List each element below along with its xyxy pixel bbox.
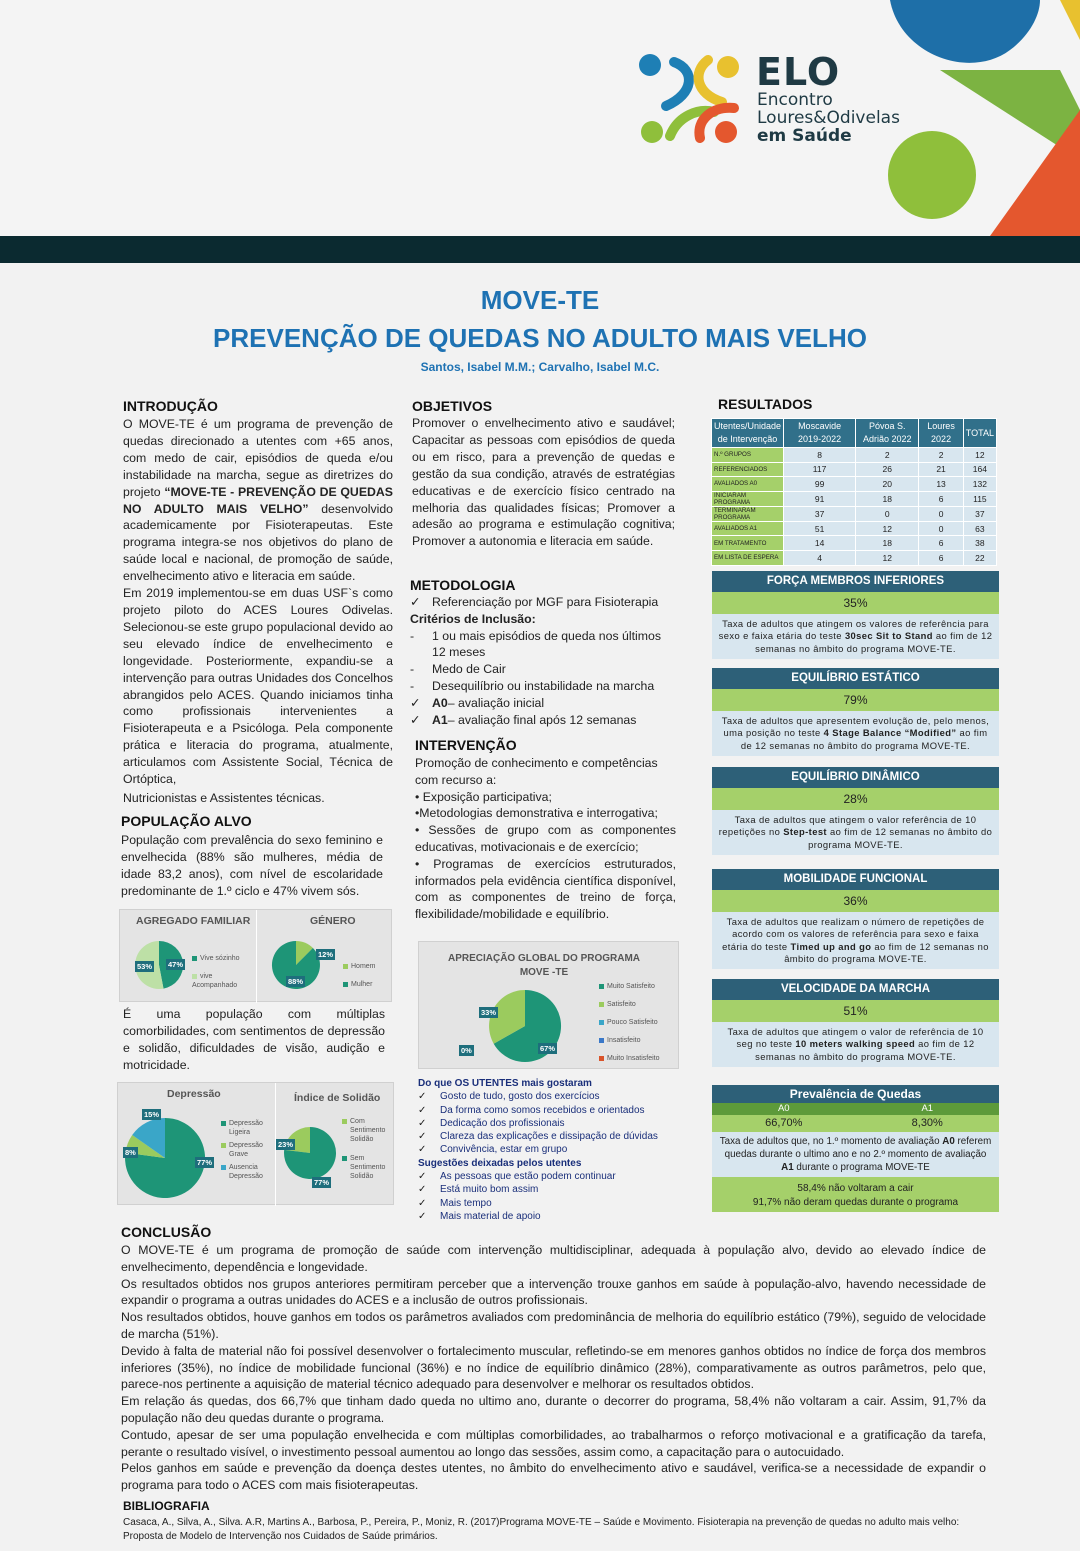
results-cell: 6 — [919, 550, 963, 565]
results-row-label: N.º GRUPOS — [712, 448, 784, 463]
label-genero-88: 88% — [288, 977, 304, 986]
suggestion-item: ✓ Está muito bom assim — [418, 1184, 539, 1196]
results-row — [712, 448, 997, 463]
quedas-b1: A0 — [942, 1136, 955, 1147]
logo-line2: Loures&Odivelas — [757, 108, 900, 128]
logo-line3: em Saúde — [757, 126, 852, 146]
quedas-summary-1: 58,4% não voltaram a cair — [797, 1183, 914, 1195]
conclusion-paragraph: Contudo, apesar de ser uma população envelhecida e com múltiplas comorbilidades, ao trabalharmos o reforço motivacional e a gratificação da tarefa, perante o resultado visível, o investimento pessoal aumentou ao longo das sessões, assim como, a capacitação para o autocuidado. — [121, 1427, 986, 1459]
legend-item-muito-satisfeito — [599, 978, 660, 996]
liked-item: ✓ Convivência, estar em grupo — [418, 1144, 568, 1156]
legend-label: Ausencia Depressão — [229, 1164, 263, 1180]
legend-item-sem-solidao — [342, 1154, 394, 1181]
liked-text: Dedicação dos profissionais — [440, 1117, 565, 1129]
kpi-desc-1: Taxa de adultos que atingem os valores de referência para sexo e faixa etária do teste — [718, 618, 989, 642]
kpi-desc-2: ao fim de 12 semanas no âmbito do programa MOVE-TE. — [755, 630, 993, 654]
legend-item-muito-insatisfeito — [599, 1050, 660, 1068]
results-cell: 13 — [919, 477, 963, 492]
liked-item: ✓ Da forma como somos recebidos e orientados — [418, 1104, 645, 1116]
legend-item-grave — [221, 1141, 281, 1159]
dash-icon: - — [410, 662, 415, 677]
results-row — [712, 550, 997, 565]
intro-heading: INTRODUÇÃO — [123, 398, 218, 414]
chart-solidao-title: Índice de Solidão — [294, 1092, 381, 1104]
results-cell: 18 — [856, 536, 919, 551]
quedas-a0-value: 66,70% — [765, 1117, 803, 1129]
kpi-value: 79% — [712, 689, 999, 711]
conclusion-paragraph: Nos resultados obtidos, houve ganhos em todos os parâmetros avaliados com predominância de melhoria do equilíbrio estático (79%), seguido de velocidade de marcha (51%). — [121, 1310, 986, 1341]
results-cell: 12 — [963, 448, 996, 463]
legend-label: Muito Satisfeito — [607, 983, 655, 990]
intervention-text — [415, 755, 676, 923]
kpi-test-name: 4 Stage Balance “Modified” — [823, 727, 957, 739]
legend-item-com-solidao — [342, 1117, 394, 1144]
intro-paragraph-3: Nutricionistas e Assistentes técnicas. — [123, 790, 325, 805]
suggestion-text: Está muito bom assim — [440, 1184, 539, 1196]
quedas-d3: durante o programa MOVE-TE — [793, 1161, 930, 1173]
bibliography-text: Casaca, A., Silva, A., Silva. A.R, Martins A., Barbosa, P., Pereira, P., Moniz, R. (2017)Programa MOVE-TE – Saúde e Movimento. Fisioterapia na prevenção de quedas no adulto mais velho: Proposta de Modelo de Intervenção nos Cuidados de Saúde primários. — [123, 1517, 960, 1542]
population-text: População com prevalência do sexo feminino e envelhecida (88% são mulheres, média de idade 83,2 anos), com nível de escolaridade predominante de 1.º ciclo e 47% vivem sós. — [121, 833, 383, 898]
utentes-suggestions-heading: Sugestões deixadas pelos utentes — [418, 1157, 582, 1169]
method-c2: Medo de Cair — [432, 662, 506, 677]
label-solidao-77: 77% — [314, 1178, 330, 1187]
method-c3: Desequilíbrio ou instabilidade na marcha — [432, 678, 655, 693]
liked-item: ✓ Clareza das explicações e dissipação de dúvidas — [418, 1131, 658, 1143]
results-col-header: Moscavide 2019-2022 — [784, 419, 856, 448]
legend-label: Sem Sentimento Solidão — [350, 1155, 386, 1180]
kpi-value: 28% — [712, 788, 999, 810]
conclusion-paragraph: Em relação ás quedas, dos 66,7% que tinham dado queda no ultimo ano, durante o decorrer do programa, 58,4% não voltaram a cair. Assim, 91,7% da população não deu quedas durante o programa. — [121, 1394, 986, 1425]
kpi-test-name: Timed up and go — [790, 940, 872, 952]
method-item-c1 — [410, 628, 680, 645]
kpi-value: 51% — [712, 1000, 999, 1022]
legend-item-ausencia — [221, 1163, 281, 1181]
chart-depressao-solidao — [117, 1082, 394, 1205]
results-table-body — [712, 448, 997, 566]
quedas-summary — [712, 1177, 999, 1212]
poster-title-line1: MOVE-TE — [480, 285, 600, 315]
legend-item-mulher — [343, 980, 376, 989]
population-heading: POPULAÇÃO ALVO — [121, 813, 252, 829]
method-ref: Referenciação por MGF para Fisioterapia — [432, 595, 659, 609]
legend-label: Muito Insatisfeito — [607, 1055, 660, 1062]
suggestion-text: Mais tempo — [440, 1197, 492, 1209]
results-row-label: AVALIADOS A0 — [712, 477, 784, 492]
kpi-title: FORÇA MEMBROS INFERIORES — [712, 571, 999, 592]
method-item-ref — [410, 594, 680, 611]
kpi-test-name: 30sec Sit to Stand — [844, 630, 933, 642]
quedas-a1-value: 8,30% — [911, 1117, 943, 1129]
chart-depressao-title: Depressão — [167, 1088, 221, 1100]
liked-item: ✓ Gosto de tudo, gosto dos exercícios — [418, 1091, 600, 1103]
methodology-list — [410, 594, 680, 728]
legend-item-vive-acompanhado — [192, 972, 252, 990]
quedas-description — [712, 1132, 999, 1177]
results-cell: 91 — [784, 491, 856, 506]
conclusion-paragraph: Pelos ganhos em saúde e prevenção da doença destes utentes, no âmbito do envelhecimento ativo e saudável, verifica-se a necessidade de expandir o programa para todo o ACES com mais fisioterapeutas. — [121, 1461, 986, 1493]
results-cell: 26 — [856, 462, 919, 477]
header-band — [0, 236, 1080, 263]
results-col-header: Utentes/Unidade de Intervenção — [712, 419, 784, 448]
legend-label: Mulher — [351, 981, 373, 988]
results-cell: 99 — [784, 477, 856, 492]
objectives-text: Promover o envelhecimento ativo e saudável; Capacitar as pessoas com episódios de queda ou em risco, para a prevenção de quedas e gestão da sua condição, através de estratégias educativas e de exercício físico centrado na melhoria das qualidades físicas; Promover a adesão ao programa e estimulação cognitiva; Promover a autonomia e literacia em saúde. — [412, 416, 675, 549]
kpi-desc-1: Taxa de adultos que realizam o número de repetições de acordo com os valores de referência para sexo e faixa etária do teste — [722, 916, 985, 952]
results-cell: 132 — [963, 477, 996, 492]
label-agregado-47: 47% — [168, 960, 184, 969]
quedas-b2: A1 — [781, 1161, 794, 1173]
conclusion-paragraph: O MOVE-TE é um programa de promoção de saúde com intervenção multidisciplinar, adequada à população alvo, devido ao elevado índice de envelhecimento, dependência e longevidade. — [121, 1243, 986, 1274]
population-text-2: É uma população com múltiplas comorbilidades, com sentimentos de depressão e solidão, dificuldades de visão, audição e motricidade. — [123, 1007, 385, 1072]
results-cell: 12 — [856, 521, 919, 536]
suggestion-item: ✓ Mais material de apoio — [418, 1210, 541, 1222]
chart-agregado-title: AGREGADO FAMILIAR — [136, 915, 251, 927]
kpi-panel — [712, 571, 999, 659]
method-c1b: 12 meses — [432, 645, 486, 660]
method-item-c2 — [410, 661, 680, 678]
quedas-panel — [712, 1085, 999, 1212]
results-row — [712, 491, 997, 506]
label-solidao-23: 23% — [278, 1140, 294, 1149]
method-a1t: – avaliação final após 12 semanas — [447, 712, 637, 727]
results-col-header: Loures 2022 — [919, 419, 963, 448]
conclusion-paragraph: Os resultados obtidos nos grupos anteriores permitiram perceber que a intervenção trouxe ganhos em saúde à população-alvo, havendo necessidade de expandir o programa a outras unidades do ACES e a inclusão de outros profissionais. — [121, 1276, 986, 1308]
label-apreciacao-33: 33% — [481, 1008, 497, 1017]
method-a1: A1 — [432, 712, 448, 727]
quedas-cols — [712, 1103, 999, 1115]
label-depressao-15: 15% — [144, 1110, 160, 1119]
results-row — [712, 506, 997, 521]
kpi-description — [712, 912, 999, 969]
legend-label: Com Sentimento Solidão — [350, 1118, 386, 1143]
kpi-panel — [712, 767, 999, 855]
utentes-feedback — [418, 1077, 688, 1223]
liked-text: Da forma como somos recebidos e orientados — [440, 1104, 645, 1116]
quedas-d2: referem quedas durante o ultimo ano e no 2.º momento de avaliação — [724, 1136, 992, 1160]
results-cell: 37 — [784, 506, 856, 521]
results-cell: 8 — [784, 448, 856, 463]
results-header-row — [712, 419, 997, 448]
dash-icon: - — [410, 628, 415, 643]
intro-paragraph-1 — [123, 416, 393, 585]
legend-label: Satisfeito — [607, 1001, 636, 1008]
legend-genero — [343, 962, 376, 989]
liked-text: Convivência, estar em grupo — [440, 1144, 568, 1156]
results-cell: 117 — [784, 462, 856, 477]
intervention-heading: INTERVENÇÃO — [415, 737, 517, 753]
bibliography-heading: BIBLIOGRAFIA — [123, 1499, 210, 1513]
check-icon: ✓ — [410, 712, 421, 727]
methodology-heading: METODOLOGIA — [410, 577, 516, 593]
quedas-a0-label: A0 — [777, 1103, 790, 1114]
quedas-d1: Taxa de adultos que, no 1.º momento de avaliação — [719, 1136, 943, 1147]
intervention-b2: •Metodologias demonstrativa e interrogativa; — [415, 806, 658, 821]
intro-p1c: desenvolvido academicamente por Fisioterapeutas. Este programa integra-se nos objetivos do plano de saúde local e nacional, de promoção de saúde, envelhecimento ativo e literacia em saúde. — [123, 501, 393, 584]
legend-apreciacao — [599, 978, 660, 1068]
method-crit-label: Critérios de Inclusão: — [410, 611, 536, 626]
chart-apreciacao — [418, 941, 679, 1069]
results-cell: 6 — [919, 491, 963, 506]
results-cell: 0 — [919, 506, 963, 521]
results-cell: 14 — [784, 536, 856, 551]
intervention-b4: • Programas de exercícios estruturados, informados pela evidência científica disponível, com as componentes de treino de força, flexibilidade/mobilidade e equilíbrio. — [415, 856, 676, 922]
method-a0: A0 — [432, 695, 448, 710]
legend-label: Depressão Ligeira — [229, 1120, 263, 1136]
label-apreciacao-0: 0% — [461, 1046, 472, 1055]
chart-genero-title: GÉNERO — [310, 915, 356, 927]
legend-item-ligeira — [221, 1119, 281, 1137]
results-cell: 63 — [963, 521, 996, 536]
kpi-description — [712, 614, 999, 659]
results-cell: 20 — [856, 477, 919, 492]
suggestion-item: ✓ As pessoas que estão podem continuar — [418, 1171, 616, 1183]
label-apreciacao-67: 67% — [540, 1044, 556, 1053]
quedas-title: Prevalência de Quedas — [712, 1085, 999, 1103]
results-row-label: INICIARAM PROGRAMA — [712, 491, 784, 506]
kpi-title: EQUILÍBRIO ESTÁTICO — [712, 668, 999, 689]
intervention-b1: • Exposição participativa; — [415, 789, 552, 804]
results-cell: 2 — [919, 448, 963, 463]
results-row-label: AVALIADOS A1 — [712, 521, 784, 536]
legend-agregado — [192, 954, 252, 990]
kpi-desc-2: ao fim de 12 semanas no âmbito do programa MOVE-TE. — [784, 940, 989, 964]
results-table — [711, 418, 997, 566]
legend-item-satisfeito — [599, 996, 660, 1014]
method-item-c1b — [410, 644, 680, 661]
results-row-label: EM LISTA DE ESPERA — [712, 550, 784, 565]
results-cell: 4 — [784, 550, 856, 565]
quedas-a1-label: A1 — [921, 1103, 934, 1114]
method-item-a0 — [410, 695, 680, 712]
results-cell: 51 — [784, 521, 856, 536]
poster-title-line2: PREVENÇÃO DE QUEDAS NO ADULTO MAIS VELHO — [213, 323, 867, 353]
kpi-desc-2: ao fim de 12 semanas no âmbito do programa MOVE-TE. — [740, 727, 988, 751]
kpi-panel — [712, 668, 999, 756]
method-crit — [410, 611, 680, 628]
conclusion-paragraph: Devido à falta de material não foi possível desenvolver o fortalecimento muscular, refletindo-se em menores ganhos obtidos no índice de força dos membros inferiores (35%), no índice de mobilidade funcional (36%) e no índice de equilíbrio dinâmico (28%), comparativamente as outros parâmetros, pelo que, parece-nos pertinente a aquisição de material técnico adequado para desenvolver e melhorar os resultados obtidos. — [121, 1343, 986, 1392]
kpi-test-name: 10 meters walking speed — [795, 1038, 916, 1050]
kpi-desc-1: Taxa de adultos que atingem o valor de referência de 10 seg no teste — [727, 1026, 984, 1050]
intro-p1a: O MOVE-TE é um programa de prevenção de quedas direcionado a utentes com +65 anos, com medo de cair, episódios de queda e/ou instabilidade na marcha, segue as diretrizes do projeto — [123, 417, 393, 499]
legend-label: Vive sózinho — [200, 955, 240, 962]
suggestion-text: As pessoas que estão podem continuar — [440, 1171, 616, 1183]
results-cell: 115 — [963, 491, 996, 506]
intervention-intro: Promoção de conhecimento e competências com recurso a: — [415, 756, 658, 787]
kpi-panel — [712, 979, 999, 1067]
liked-item: ✓ Dedicação dos profissionais — [418, 1117, 565, 1129]
legend-item-vive-sozinho — [192, 954, 252, 963]
legend-item-insatisfeito — [599, 1032, 660, 1050]
kpi-desc-1: Taxa de adultos que apresentem evolução de, pelo menos, uma posição no teste — [721, 715, 990, 739]
legend-depressao — [221, 1119, 281, 1181]
method-a0t: – avaliação inicial — [447, 695, 545, 710]
kpi-title: EQUILÍBRIO DINÂMICO — [712, 767, 999, 788]
kpi-value: 35% — [712, 592, 999, 614]
label-agregado-53: 53% — [137, 962, 153, 971]
legend-label: Homem — [351, 963, 376, 970]
method-item-c3 — [410, 678, 680, 695]
conclusion-heading: CONCLUSÃO — [121, 1224, 212, 1240]
results-heading: RESULTADOS — [718, 396, 813, 412]
elo-logo-icon — [638, 50, 750, 146]
results-cell: 164 — [963, 462, 996, 477]
conclusion-text — [121, 1242, 986, 1494]
results-cell: 18 — [856, 491, 919, 506]
method-c1a: 1 ou mais episódios de queda nos últimos — [432, 628, 661, 643]
kpi-test-name: Step-test — [783, 826, 827, 838]
kpi-description — [712, 711, 999, 756]
legend-label: Pouco Satisfeito — [607, 1019, 658, 1026]
kpi-desc-2: ao fim de 12 semanas no âmbito do programa MOVE-TE. — [755, 1038, 975, 1062]
results-cell: 12 — [856, 550, 919, 565]
results-cell: 2 — [856, 448, 919, 463]
results-row — [712, 462, 997, 477]
liked-text: Gosto de tudo, gosto dos exercícios — [440, 1091, 600, 1103]
kpi-desc-1: Taxa de adultos que atingem o valor referência de 10 repetições no — [718, 814, 977, 838]
results-row — [712, 477, 997, 492]
suggestion-text: Mais material de apoio — [440, 1210, 541, 1222]
results-cell: 0 — [856, 506, 919, 521]
objectives-heading: OBJETIVOS — [412, 398, 493, 414]
check-icon: ✓ — [410, 695, 421, 710]
kpi-value: 36% — [712, 890, 999, 912]
results-row-label: REFERENCIADOS — [712, 462, 784, 477]
quedas-vals — [712, 1115, 999, 1132]
intro-text — [123, 416, 393, 807]
kpi-desc-2: ao fim de 12 semanas no âmbito do programa MOVE-TE. — [808, 826, 993, 850]
legend-label: vive Acompanhado — [192, 973, 238, 989]
results-cell: 37 — [963, 506, 996, 521]
results-cell: 0 — [919, 521, 963, 536]
results-cell: 21 — [919, 462, 963, 477]
legend-label: Depressão Grave — [229, 1142, 263, 1158]
quedas-summary-2: 91,7% não deram quedas durante o programa — [752, 1196, 959, 1208]
legend-label: Insatisfeito — [607, 1037, 641, 1044]
results-row — [712, 536, 997, 551]
label-depressao-8: 8% — [125, 1148, 136, 1157]
liked-text: Clareza das explicações e dissipação de dúvidas — [440, 1131, 658, 1143]
chart-divider — [256, 910, 257, 1003]
results-col-header: Póvoa S. Adrião 2022 — [856, 419, 919, 448]
logo-word: ELO — [756, 50, 841, 94]
results-row — [712, 521, 997, 536]
kpi-description — [712, 810, 999, 855]
logo-subtitle — [757, 91, 900, 145]
intro-paragraph-2: Em 2019 implementou-se em duas USF`s como projeto piloto do ACES Loures Odivelas. Selecionou-se este grupo populacional devido ao seu elevado índice de envelhecimento e longevidade. Posteriormente, expandiu-se a intervenção para outras Unidades dos Concelhos abrangidos pelo ACES. Quando iniciamos tinha como profissionais intervenientes a Fisioterapeuta e a Psicóloga. Pela componente prática e literacia do programa, atualmente, articulamos com Assistente Social, Técnica de Ortóptica, — [123, 586, 393, 787]
results-cell: 22 — [963, 550, 996, 565]
intervention-b3: • Sessões de grupo com as componentes educativas, motivacionais e de exercício; — [415, 823, 676, 854]
dash-icon: - — [410, 678, 415, 693]
kpi-panel — [712, 869, 999, 969]
results-col-header: TOTAL — [963, 419, 996, 448]
label-depressao-77: 77% — [197, 1158, 213, 1167]
results-cell: 6 — [919, 536, 963, 551]
chart-agregado-genero — [119, 909, 392, 1002]
utentes-liked-heading: Do que OS UTENTES mais gostaram — [418, 1078, 592, 1089]
intro-p1b: “MOVE-TE - PREVENÇÃO DE QUEDAS NO ADULTO MAIS VELHO” — [123, 484, 393, 516]
legend-item-pouco-satisfeito — [599, 1014, 660, 1032]
pie-apreciacao — [485, 986, 565, 1066]
legend-solidao — [342, 1117, 394, 1181]
kpi-title: VELOCIDADE DA MARCHA — [712, 979, 999, 1000]
kpi-description — [712, 1022, 999, 1067]
legend-item-homem — [343, 962, 376, 971]
poster-authors: Santos, Isabel M.M.; Carvalho, Isabel M.C. — [420, 360, 660, 374]
results-row-label: EM TRATAMENTO — [712, 536, 784, 551]
method-item-a1 — [410, 712, 680, 729]
suggestion-item: ✓ Mais tempo — [418, 1197, 492, 1209]
label-genero-12: 12% — [318, 950, 334, 959]
kpi-title: MOBILIDADE FUNCIONAL — [712, 869, 999, 890]
check-icon: ✓ — [410, 595, 421, 609]
results-row-label: TERMINARAM PROGRAMA — [712, 506, 784, 521]
logo-line1: Encontro — [757, 90, 833, 110]
results-cell: 38 — [963, 536, 996, 551]
pie-solidao — [282, 1125, 338, 1181]
chart-apreciacao-title: APRECIAÇÃO GLOBAL DO PROGRAMA MOVE -TE — [447, 953, 641, 978]
